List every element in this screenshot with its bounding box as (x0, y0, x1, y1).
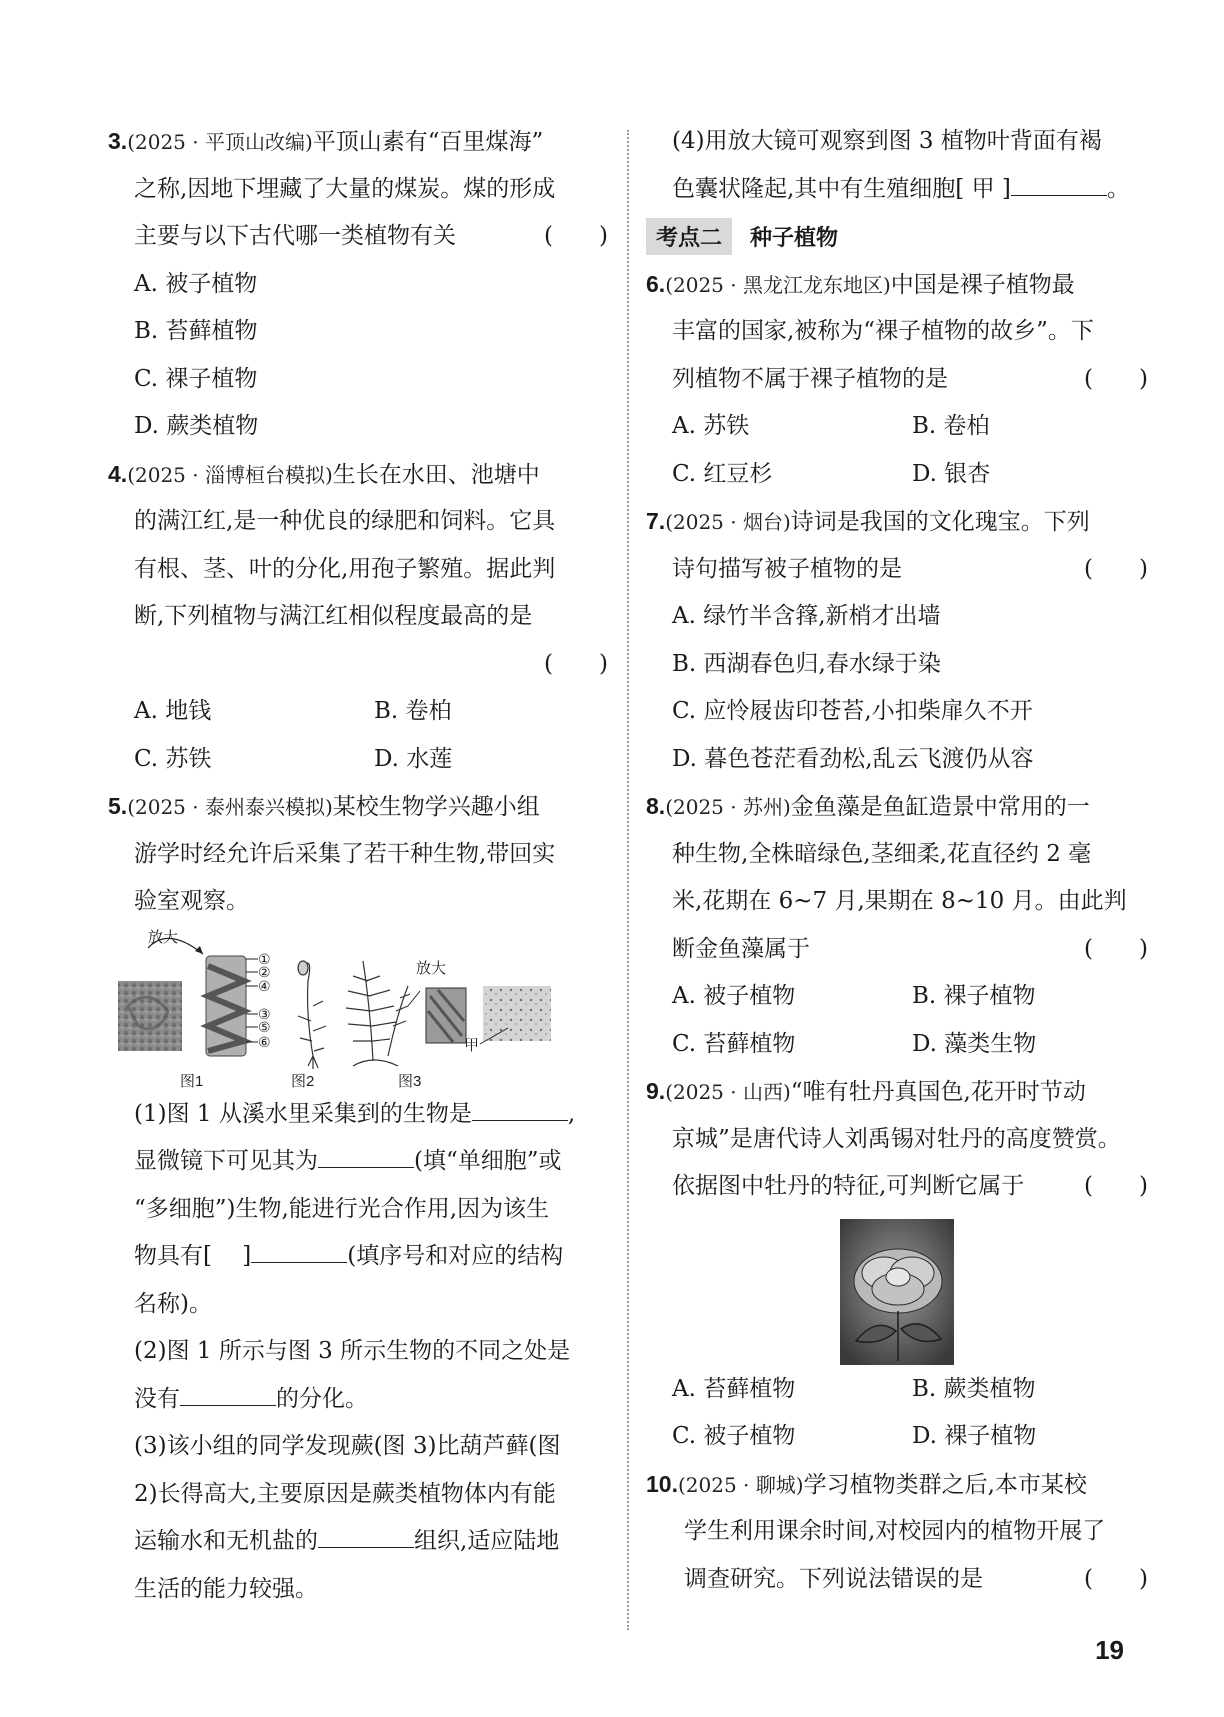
figure-1-2-3 (108, 926, 608, 1091)
section-tag: 考点二 (646, 218, 732, 255)
subquestion-text: 物具有[ ] (134, 1243, 252, 1269)
question-text: 平顶山素有“百里煤海” (312, 129, 544, 155)
question-text: 的满江红,是一种优良的绿肥和饲料。它具 (134, 508, 556, 534)
option-d[interactable]: D. 银杏 (912, 460, 991, 487)
marker-5: ⑤ (258, 1018, 271, 1035)
moss-drawing (298, 961, 326, 1069)
question-4 (108, 451, 608, 784)
question-text: 游学时经允许后采集了若干种生物,带回实 (134, 840, 556, 867)
marker-3: ③ (258, 1005, 271, 1022)
option-c[interactable]: C. 裸子植物 (134, 365, 258, 392)
caption-fig2: 图2 (291, 1072, 315, 1090)
answer-blank[interactable] (472, 1094, 568, 1121)
option-b[interactable]: B. 裸子植物 (912, 983, 1036, 1009)
option-c[interactable]: C. 苏铁 (134, 745, 212, 772)
question-text: 验室观察。 (134, 888, 249, 914)
section-header (646, 213, 1148, 261)
question-7 (646, 498, 1148, 783)
question-source: (2025 · 黑龙江龙东地区) (665, 272, 891, 297)
question-text: 米,花期在 6~7 月,果期在 8~10 月。由此判 (672, 888, 1127, 914)
subquestion-text: 运输水和无机盐的 (134, 1528, 318, 1554)
subquestion-text: (3)该小组的同学发现蕨(图 3)比葫芦藓(图 (134, 1433, 561, 1459)
option-a[interactable]: A. 被子植物 (672, 983, 796, 1009)
column-divider (627, 130, 629, 1630)
subquestion-text: (4)用放大镜可观察到图 3 植物叶背面有褐 (672, 128, 1102, 154)
question-3 (108, 118, 608, 451)
question-number: 3. (108, 128, 128, 154)
question-8 (646, 783, 1148, 1068)
question-number: 7. (646, 508, 666, 534)
option-c[interactable]: C. 应怜屐齿印苍苔,小扣柴扉久不开 (672, 698, 1033, 724)
subquestion-text: 2)长得高大,主要原因是蕨类植物体内有能 (134, 1480, 556, 1507)
answer-bracket[interactable]: ( ) (1084, 1565, 1148, 1592)
question-text: 有根、茎、叶的分化,用孢子繁殖。据此判 (134, 555, 556, 582)
question-5 (108, 783, 608, 1613)
question-text: 依据图中牡丹的特征,可判断它属于 (672, 1173, 1025, 1199)
option-b[interactable]: B. 卷柏 (374, 698, 452, 724)
caption-fig3: 图3 (398, 1072, 422, 1090)
question-source: (2025 · 淄博桓台模拟) (127, 462, 333, 487)
question-text: 主要与以下古代哪一类植物有关 (134, 223, 456, 249)
question-text: 之称,因地下埋藏了大量的煤炭。煤的形成 (134, 175, 556, 202)
option-b[interactable]: B. 卷柏 (912, 413, 990, 439)
question-text: 学习植物类群之后,本市某校 (803, 1471, 1087, 1498)
answer-bracket[interactable]: ( ) (544, 650, 608, 677)
subquestion-text: (1)图 1 从溪水里采集到的生物是 (134, 1100, 472, 1127)
subquestion-text: 色囊状隆起,其中有生殖细胞[ 甲 ] (672, 175, 1011, 202)
question-source: (2025 · 泰州泰兴模拟) (127, 795, 333, 819)
question-9 (646, 1068, 1148, 1461)
question-source: (2025 · 山西) (665, 1080, 791, 1104)
question-text: 诗句描写被子植物的是 (672, 555, 902, 582)
sori-closeup (483, 986, 551, 1041)
answer-blank[interactable] (1011, 169, 1107, 196)
question-number: 4. (108, 460, 128, 487)
question-text: 丰富的国家,被称为“裸子植物的故乡”。下 (672, 318, 1094, 344)
caption-fig1: 图1 (180, 1072, 204, 1090)
question-text: 列植物不属于裸子植物的是 (672, 365, 948, 392)
option-b[interactable]: B. 苔藓植物 (134, 318, 258, 344)
answer-blank[interactable] (318, 1521, 414, 1548)
subquestion-text: , (567, 1100, 576, 1127)
question-10 (646, 1461, 1148, 1604)
answer-blank[interactable] (251, 1236, 347, 1263)
option-c[interactable]: C. 苔藓植物 (672, 1030, 796, 1057)
subquestion-text: (填“单细胞”或 (414, 1148, 562, 1174)
marker-2: ② (258, 963, 271, 980)
question-number: 6. (646, 270, 666, 297)
page-number: 19 (1095, 1635, 1124, 1665)
answer-bracket[interactable]: ( ) (1084, 555, 1148, 582)
marker-1: ① (258, 950, 271, 967)
subquestion-text: 组织,适应陆地 (414, 1528, 560, 1554)
question-number: 8. (646, 793, 666, 819)
option-c[interactable]: C. 红豆杉 (672, 460, 773, 487)
subquestion-text: 的分化。 (276, 1385, 368, 1412)
question-number: 9. (646, 1078, 666, 1104)
question-text: 断金鱼藻属于 (672, 935, 810, 962)
option-a[interactable]: A. 被子植物 (134, 270, 258, 297)
question-text: 诗词是我国的文化瑰宝。下列 (790, 509, 1090, 535)
option-a[interactable]: A. 苏铁 (672, 413, 750, 439)
option-c[interactable]: C. 被子植物 (672, 1423, 796, 1449)
organism-figures (108, 926, 608, 1091)
question-text: 调查研究。下列说法错误的是 (684, 1565, 983, 1592)
option-a[interactable]: A. 绿竹半含箨,新梢才出墙 (672, 603, 941, 629)
option-b[interactable]: B. 蕨类植物 (912, 1375, 1036, 1402)
question-text: 断,下列植物与满江红相似程度最高的是 (134, 603, 533, 629)
option-d[interactable]: D. 暮色苍茫看劲松,乱云飞渡仍从容 (672, 745, 1034, 772)
question-5-part-4 (646, 118, 1148, 213)
question-source: (2025 · 苏州) (665, 795, 791, 819)
answer-bracket[interactable]: ( ) (1084, 935, 1148, 962)
option-a[interactable]: A. 地钱 (134, 698, 212, 724)
fangda-label-2: 放大 (416, 959, 447, 977)
question-text: 某校生物学兴趣小组 (332, 794, 540, 820)
question-source: (2025 · 平顶山改编) (127, 130, 313, 154)
subquestion-text: “多细胞”)生物,能进行光合作用,因为该生 (134, 1195, 550, 1222)
subquestion-text: 。 (1106, 175, 1130, 202)
subquestion-text: 显微镜下可见其为 (134, 1148, 318, 1174)
question-text: 京城”是唐代诗人刘禹锡对牡丹的高度赞赏。 (672, 1125, 1121, 1152)
subquestion-text: (2)图 1 所示与图 3 所示生物的不同之处是 (134, 1338, 571, 1364)
option-a[interactable]: A. 苔藓植物 (672, 1375, 796, 1402)
question-6 (646, 261, 1148, 499)
marker-6: ⑥ (258, 1033, 271, 1050)
subquestion-text: 没有 (134, 1385, 180, 1412)
subquestion-text: 生活的能力较强。 (134, 1575, 318, 1602)
option-d[interactable]: D. 蕨类植物 (134, 413, 259, 439)
question-text: 金鱼藻是鱼缸造景中常用的一 (790, 794, 1090, 820)
subquestion-text: 名称)。 (134, 1290, 212, 1317)
question-text: 种生物,全株暗绿色,茎细柔,花直径约 2 毫 (672, 840, 1092, 867)
option-d[interactable]: D. 水莲 (374, 745, 453, 772)
question-number: 10. (646, 1470, 678, 1497)
fern-drawing (346, 961, 410, 1066)
fangda-label-1: 放大 (148, 928, 179, 946)
option-d[interactable]: D. 裸子植物 (912, 1423, 1037, 1449)
answer-bracket[interactable]: ( ) (544, 223, 608, 249)
question-text: 中国是裸子植物最 (890, 271, 1075, 298)
answer-bracket[interactable]: ( ) (1084, 1173, 1148, 1199)
option-b[interactable]: B. 西湖春色归,春水绿于染 (672, 650, 941, 677)
question-text: 生长在水田、池塘中 (332, 461, 540, 488)
question-source: (2025 · 烟台) (665, 510, 791, 534)
section-title: 种子植物 (750, 225, 839, 251)
answer-bracket[interactable]: ( ) (1084, 365, 1148, 392)
subquestion-text: (填序号和对应的结构 (347, 1243, 564, 1269)
marker-4: ④ (258, 977, 271, 994)
option-d[interactable]: D. 藻类生物 (912, 1030, 1037, 1057)
jia-label: 甲 (464, 1036, 480, 1054)
marker-lines (246, 959, 258, 1042)
algae-photo (118, 981, 182, 1051)
left-column (108, 118, 608, 1613)
peony-image (646, 1211, 1148, 1366)
right-column (646, 118, 1148, 1603)
question-source: (2025 · 聊城) (677, 1472, 804, 1497)
answer-blank[interactable] (318, 1141, 414, 1168)
question-text: 学生利用课余时间,对校园内的植物开展了 (684, 1518, 1106, 1544)
question-text: “唯有牡丹真国色,花开时节动 (790, 1079, 1086, 1105)
question-number: 5. (108, 793, 128, 819)
answer-blank[interactable] (180, 1379, 276, 1406)
peony-flower (854, 1249, 942, 1313)
